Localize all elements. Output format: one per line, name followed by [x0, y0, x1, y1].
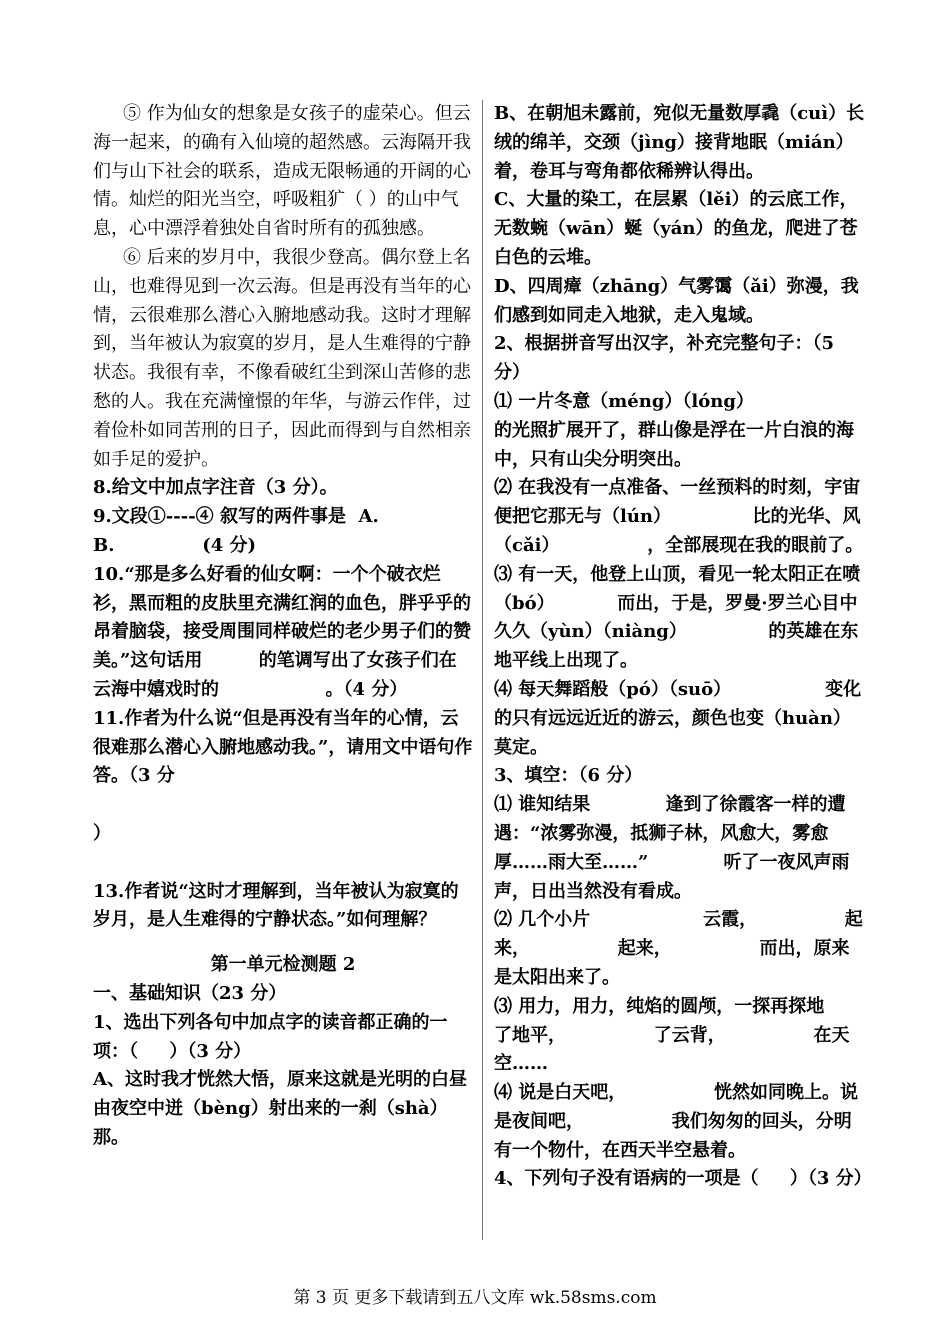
paragraph: ⑷ 说是白天吧， 恍然如同晚上。说是夜间吧， 我们匆匆的回头，分明有一个物什，在西天半空悬着。 — [494, 1082, 858, 1161]
left-column — [93, 100, 473, 1153]
paragraph: ⑴ 一片冬意（méng）（lóng） 的光照扩展开了，群山像是浮在一片白浪的海中，只有山尖分明突出。 — [494, 390, 861, 470]
paragraph: ⑶ 有一天，他登上山顶，看见一轮太阳正在喷（bó） 而出，于是，罗曼·罗兰心目中久久（yùn）（niàng） 的英雄在东地平线上出现了。 — [494, 563, 861, 672]
paragraph: 11.作者为什么说“但是再没有当年的心情，云很难那么潜心入腑地感动我。”，请用文中语句作答。（3 分 — [93, 707, 473, 787]
column-divider — [482, 100, 483, 1240]
paragraph: 9.文段①----④ 叙写的两件事是 A. — [93, 506, 379, 528]
paragraph: ⑥ 后来的岁月中，我很少登高。偶尔登上名山，也难得见到一次云海。但是再没有当年的心情，云很难那么潜心入腑地感动我。这时才理解到，当年被认为寂寞的岁月，是人生难得的宁静状态。我很有幸，不像看破红尘到深山苦修的悲愁的人。我在充满憧憬的年华，与游云作伴，过着俭朴如同苦刑的日子，因此而得到与自然相亲如手足的爱护。 — [93, 246, 471, 470]
paragraph: ） — [93, 822, 111, 844]
paragraph: 8.给文中加点字注音（3 分）。 — [93, 477, 338, 499]
paragraph: B. (4 分) — [93, 534, 257, 556]
paragraph: ⑵ 几个小片 云霞， 起来， 起来， 而出，原来是太阳出来了。 — [494, 909, 863, 988]
paragraph: B、在朝旭未露前，宛似无量数厚毳（cuì）长绒的绵羊，交颈（jìng）接背地眠（mián）着，卷耳与弯角都依稀辨认得出。 — [494, 103, 865, 182]
paragraph: A、这时我才恍然大悟，原来这就是光明的白昼由夜空中迸（bèng）射出来的一刹（shà）那。 — [93, 1069, 467, 1148]
paragraph: 3、填空：（6 分） — [494, 765, 643, 787]
paragraph: 10.“那是多么好看的仙女啊：一个个破衣烂衫，黑而粗的皮肤里充满红润的血色，胖乎乎的昂着脑袋，接受周围同样破烂的老少男子们的赞美。”这句话用 的笔调写出了女孩子们在云海中嬉戏时的 。（4 分） — [93, 563, 471, 700]
page-footer: 第 3 页 更多下载请到五八文库 wk.58sms.com — [293, 1288, 657, 1308]
paragraph: C、大量的染工，在层累（lěi）的云底工作，无数蜿（wān）蜒（yán）的鱼龙，爬进了苍白色的云堆。 — [494, 189, 858, 268]
paragraph: ⑷ 每天舞蹈般（pó）（suō） 变化的只有远远近近的游云，颜色也变（huàn） 莫定。 — [494, 678, 914, 758]
spacer — [93, 935, 473, 951]
paragraph: ⑶ 用力，用力，纯焰的圆颅，一探再探地 了地平， 了云背， 在天空…… — [494, 995, 900, 1075]
paragraph: D、四周瘴（zhāng）气雾霭（ǎi）弥漫，我们感到如同走入地狱，走入鬼域。 — [494, 275, 859, 326]
paragraph: 1、选出下列各句中加点字的读音都正确的一项：（ ）（3 分） — [93, 1011, 448, 1062]
paragraph: 4、下列句子没有语病的一项是（ ）（3 分） — [494, 1168, 872, 1190]
blank-line — [93, 849, 473, 878]
paragraph: ⑤ 作为仙女的想象是女孩子的虚荣心。但云海一起来，的确有入仙境的超然感。云海隔开我们与山下社会的联系，造成无限畅通的开阔的心情。灿烂的阳光当空，呼吸粗犷（ ）的山中气息，心中漂浮着独处自省时所有的孤独感。 — [93, 103, 471, 240]
paragraph: 一、基础知识（23 分） — [93, 982, 287, 1004]
blank-line — [93, 791, 473, 820]
paragraph: 13.作者说“这时才理解到，当年被认为寂寞的岁月，是人生难得的宁静状态。”如何理解？ — [93, 880, 459, 931]
paragraph: 2、根据拼音写出汉字，补充完整句子：（5 分） — [494, 333, 841, 384]
section-heading: 第一单元检测题 2 — [210, 954, 356, 976]
right-column — [494, 100, 914, 1194]
paragraph: ⑵ 在我没有一点准备、一丝预料的时刻，宇宙便把它那无与（lún） 比的光华、风（cǎi） ，全部展现在我的眼前了。 — [494, 477, 864, 556]
paragraph: ⑴ 谁知结果 逢到了徐霞客一样的遭遇：“浓雾弥漫，抵狮子林，风愈大，雾愈厚……雨大至……” 听了一夜风声雨声，日出当然没有看成。 — [494, 794, 850, 902]
